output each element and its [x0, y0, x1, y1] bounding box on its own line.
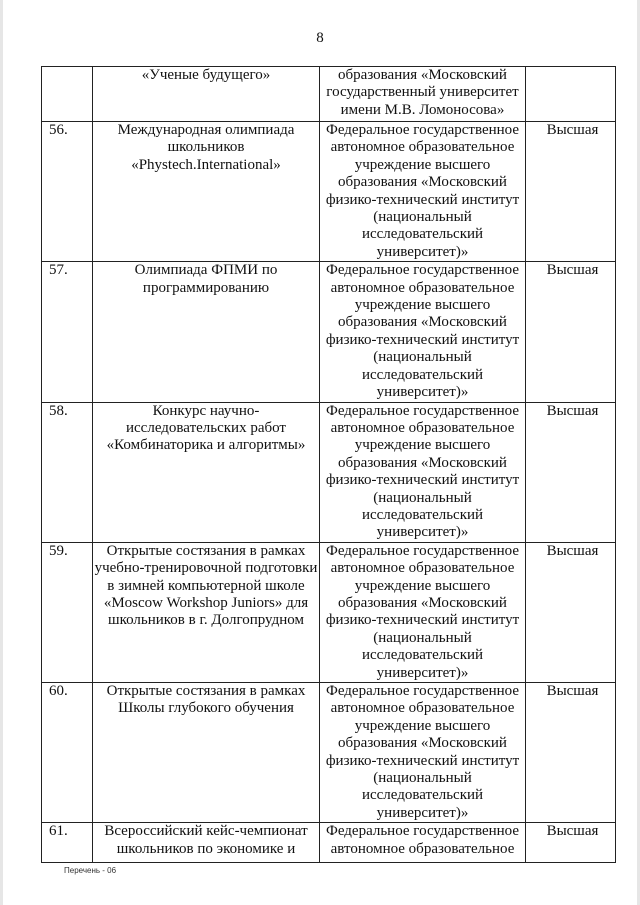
olympiad-name: «Ученые будущего» — [93, 67, 320, 122]
organizer: образования «Московский государственный университет имени М.В. Ломоносова» — [320, 67, 526, 122]
row-number: 61. — [42, 823, 93, 863]
organizer: Федеральное государственное автономное образовательное учреждение высшего образования «Московский физико-технический институт (национальный исследовательский университет)» — [320, 262, 526, 402]
table-row — [42, 683, 616, 823]
table-row — [42, 402, 616, 542]
row-number: 59. — [42, 542, 93, 682]
row-number: 60. — [42, 683, 93, 823]
table-row — [42, 67, 616, 122]
row-number: 58. — [42, 402, 93, 542]
scan-edge-left — [0, 0, 3, 905]
organizer: Федеральное государственное автономное образовательное учреждение высшего образования «Московский физико-технический институт (национальный исследовательский университет)» — [320, 542, 526, 682]
olympiad-level: Высшая — [526, 823, 616, 863]
olympiad-name: Международная олимпиада школьников «Phystech.International» — [93, 122, 320, 262]
olympiad-name: Открытые состязания в рамках Школы глубокого обучения — [93, 683, 320, 823]
page-number: 8 — [316, 30, 324, 46]
olympiad-table — [41, 66, 616, 863]
olympiad-name: Открытые состязания в рамках учебно-тренировочной подготовки в зимней компьютерной школе «Moscow Workshop Juniors» для школьников в г. Долгопрудном — [93, 542, 320, 682]
table-row — [42, 262, 616, 402]
row-number — [42, 67, 93, 122]
olympiad-level: Высшая — [526, 262, 616, 402]
organizer: Федеральное государственное автономное образовательное учреждение высшего образования «Московский физико-технический институт (национальный исследовательский университет)» — [320, 683, 526, 823]
footer-code: Перечень - 06 — [64, 866, 117, 875]
table-row — [42, 122, 616, 262]
organizer: Федеральное государственное автономное образовательное учреждение высшего образования «Московский физико-технический институт (национальный исследовательский университет)» — [320, 402, 526, 542]
olympiad-level — [526, 67, 616, 122]
olympiad-level: Высшая — [526, 683, 616, 823]
organizer: Федеральное государственное автономное образовательное учреждение высшего образования «Московский физико-технический институт (национальный исследовательский университет)» — [320, 122, 526, 262]
olympiad-level: Высшая — [526, 542, 616, 682]
olympiad-level: Высшая — [526, 402, 616, 542]
row-number: 57. — [42, 262, 93, 402]
olympiad-name: Конкурс научно-исследовательских работ «Комбинаторика и алгоритмы» — [93, 402, 320, 542]
table-row — [42, 823, 616, 863]
organizer: Федеральное государственное автономное образовательное — [320, 823, 526, 863]
table-row — [42, 542, 616, 682]
olympiad-name: Всероссийский кейс-чемпионат школьников по экономике и — [93, 823, 320, 863]
olympiad-level: Высшая — [526, 122, 616, 262]
row-number: 56. — [42, 122, 93, 262]
olympiad-name: Олимпиада ФПМИ по программированию — [93, 262, 320, 402]
